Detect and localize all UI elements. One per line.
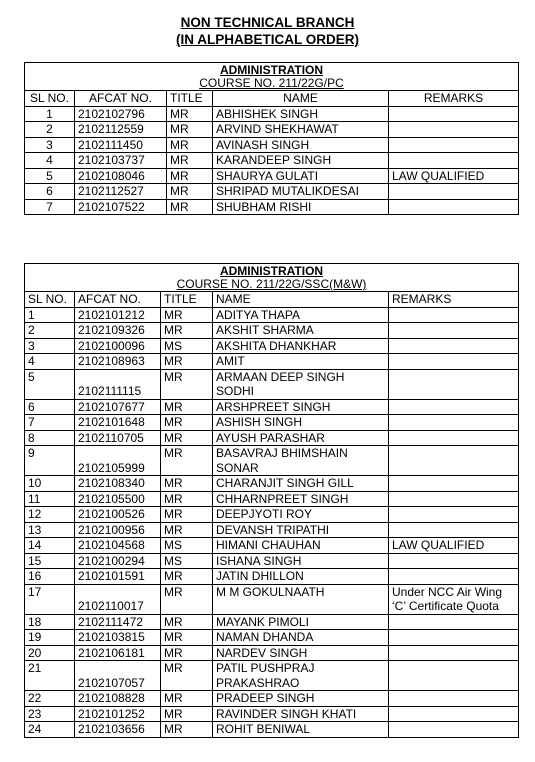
afcat-no-header: AFCAT NO. (75, 292, 161, 308)
title-cell: MS (161, 538, 213, 554)
afcat-no-cell: 2102110705 (75, 430, 161, 446)
name-cell: ABHISHEK SINGH (213, 106, 389, 122)
sl-no-cell: 11 (25, 491, 75, 507)
remarks-cell (389, 614, 519, 630)
table-row (25, 199, 519, 215)
title-cell: MS (161, 553, 213, 569)
table-row (25, 507, 519, 523)
table-header-row (25, 292, 519, 308)
sl-no-cell: 17 (25, 584, 75, 614)
sl-no-cell: 5 (25, 168, 75, 184)
course-number: COURSE NO. 211/22G/PC (199, 76, 344, 90)
table-row (25, 614, 519, 630)
table-row (25, 691, 519, 707)
title-cell: MR (161, 661, 213, 691)
order-subheading: (IN ALPHABETICAL ORDER) (176, 32, 359, 47)
table-body (25, 307, 519, 737)
title-cell: MR (161, 446, 213, 476)
name-cell: DEVANSH TRIPATHI (213, 522, 389, 538)
name-cell: CHARANJIT SINGH GILL (213, 476, 389, 492)
name-cell: ROHIT BENIWAL (213, 722, 389, 738)
branch-title: ADMINISTRATION (219, 264, 324, 278)
name-cell: KARANDEEP SINGH (213, 153, 389, 169)
afcat-no-cell: 2102107057 (75, 661, 161, 691)
remarks-cell: LAW QUALIFIED (389, 538, 519, 554)
remarks-cell (389, 323, 519, 339)
sl-no-cell: 6 (25, 184, 75, 200)
afcat-no-cell: 2102106181 (75, 645, 161, 661)
remarks-cell (389, 476, 519, 492)
remarks-cell (389, 199, 519, 215)
afcat-no-cell: 2102101591 (75, 569, 161, 585)
table-row (25, 168, 519, 184)
name-cell: AYUSH PARASHAR (213, 430, 389, 446)
title-cell: MR (161, 722, 213, 738)
name-header: NAME (213, 91, 389, 107)
afcat-no-cell: 2102103737 (75, 153, 167, 169)
afcat-no-cell: 2102107522 (75, 199, 167, 215)
title-cell: MR (161, 369, 213, 399)
remarks-cell (389, 430, 519, 446)
title-cell: MR (167, 153, 213, 169)
name-cell: ARVIND SHEKHAWAT (213, 122, 389, 138)
remarks-cell (389, 106, 519, 122)
table-row (25, 307, 519, 323)
afcat-no-cell: 2102112527 (75, 184, 167, 200)
remarks-cell (389, 645, 519, 661)
branch-title: ADMINISTRATION (219, 63, 324, 77)
title-cell: MR (167, 168, 213, 184)
afcat-no-cell: 2102108340 (75, 476, 161, 492)
title-cell: MR (161, 706, 213, 722)
table-row (25, 430, 519, 446)
title-header: TITLE (161, 292, 213, 308)
remarks-cell (389, 706, 519, 722)
afcat-no-cell: 2102109326 (75, 323, 161, 339)
title-cell: MR (161, 476, 213, 492)
sl-no-cell: 4 (25, 354, 75, 370)
name-cell: HIMANI CHAUHAN (213, 538, 389, 554)
title-cell: MR (161, 399, 213, 415)
afcat-no-cell: 2102102796 (75, 106, 167, 122)
remarks-cell (389, 446, 519, 476)
sl-no-cell: 7 (25, 199, 75, 215)
table-row (25, 446, 519, 476)
branch-heading: NON TECHNICAL BRANCH (180, 15, 355, 30)
sl-no-cell: 2 (25, 323, 75, 339)
remarks-cell (389, 338, 519, 354)
title-cell: MR (161, 430, 213, 446)
afcat-no-cell: 2102100096 (75, 338, 161, 354)
remarks-header: REMARKS (389, 292, 519, 308)
table-row (25, 354, 519, 370)
remarks-cell (389, 153, 519, 169)
afcat-no-cell: 2102101212 (75, 307, 161, 323)
remarks-cell (389, 491, 519, 507)
title-cell: MR (161, 630, 213, 646)
name-cell: ASHISH SINGH (213, 415, 389, 431)
sl-no-cell: 18 (25, 614, 75, 630)
remarks-cell (389, 399, 519, 415)
afcat-no-cell: 2102108963 (75, 354, 161, 370)
sl-no-cell: 3 (25, 137, 75, 153)
sl-no-cell: 19 (25, 630, 75, 646)
remarks-cell (389, 137, 519, 153)
afcat-no-cell: 2102111472 (75, 614, 161, 630)
title-cell: MR (161, 584, 213, 614)
name-cell: BASAVRAJ BHIMSHAIN SONAR (213, 446, 389, 476)
table-row (25, 553, 519, 569)
title-cell: MR (167, 199, 213, 215)
name-cell: CHHARNPREET SINGH (213, 491, 389, 507)
remarks-cell (389, 354, 519, 370)
afcat-no-cell: 2102101648 (75, 415, 161, 431)
remarks-cell (389, 369, 519, 399)
table-row (25, 415, 519, 431)
afcat-no-cell: 2102107677 (75, 399, 161, 415)
remarks-cell: Under NCC Air Wing ‘C’ Certificate Quota (389, 584, 519, 614)
title-cell: MR (161, 614, 213, 630)
table-row (25, 122, 519, 138)
sl-no-cell: 24 (25, 722, 75, 738)
name-cell: JATIN DHILLON (213, 569, 389, 585)
name-cell: SHUBHAM RISHI (213, 199, 389, 215)
name-cell: DEEPJYOTI ROY (213, 507, 389, 523)
afcat-no-cell: 2102103656 (75, 722, 161, 738)
title-cell: MR (161, 569, 213, 585)
table-caption-row (25, 63, 519, 91)
title-cell: MR (167, 184, 213, 200)
table-row (25, 722, 519, 738)
name-cell: PATIL PUSHPRAJ PRAKASHRAO (213, 661, 389, 691)
afcat-no-cell: 2102100956 (75, 522, 161, 538)
title-cell: MR (161, 645, 213, 661)
name-cell: SHAURYA GULATI (213, 168, 389, 184)
remarks-cell (389, 661, 519, 691)
remarks-cell (389, 691, 519, 707)
table-row (25, 522, 519, 538)
title-cell: MR (161, 491, 213, 507)
afcat-no-cell: 2102104568 (75, 538, 161, 554)
table-caption (25, 264, 519, 292)
sl-no-cell: 22 (25, 691, 75, 707)
name-cell: PRADEEP SINGH (213, 691, 389, 707)
remarks-cell (389, 522, 519, 538)
afcat-no-cell: 2102108046 (75, 168, 167, 184)
table-row (25, 153, 519, 169)
title-cell: MR (161, 507, 213, 523)
title-cell: MR (161, 522, 213, 538)
ssc-course-table (24, 263, 519, 738)
name-cell: ARSHPREET SINGH (213, 399, 389, 415)
sl-no-cell: 12 (25, 507, 75, 523)
table-row (25, 538, 519, 554)
table-row (25, 338, 519, 354)
remarks-cell (389, 307, 519, 323)
sl-no-cell: 5 (25, 369, 75, 399)
sl-no-cell: 14 (25, 538, 75, 554)
table-row (25, 569, 519, 585)
name-cell: AVINASH SINGH (213, 137, 389, 153)
title-cell: MR (161, 323, 213, 339)
name-cell: NAMAN DHANDA (213, 630, 389, 646)
sl-no-cell: 23 (25, 706, 75, 722)
title-cell: MR (167, 106, 213, 122)
title-cell: MS (161, 338, 213, 354)
afcat-no-cell: 2102108828 (75, 691, 161, 707)
table-row (25, 476, 519, 492)
remarks-cell: LAW QUALIFIED (389, 168, 519, 184)
name-cell: SHRIPAD MUTALIKDESAI (213, 184, 389, 200)
title-cell: MR (167, 122, 213, 138)
remarks-cell (389, 122, 519, 138)
table-row (25, 491, 519, 507)
name-cell: ADITYA THAPA (213, 307, 389, 323)
afcat-no-cell: 2102100294 (75, 553, 161, 569)
name-cell: MAYANK PIMOLI (213, 614, 389, 630)
table-row (25, 323, 519, 339)
afcat-no-cell: 2102105999 (75, 446, 161, 476)
remarks-cell (389, 569, 519, 585)
table-row (25, 399, 519, 415)
name-cell: RAVINDER SINGH KHATI (213, 706, 389, 722)
sl-no-cell: 7 (25, 415, 75, 431)
afcat-no-cell: 2102112559 (75, 122, 167, 138)
sl-no-cell: 10 (25, 476, 75, 492)
table-row (25, 630, 519, 646)
remarks-cell (389, 722, 519, 738)
title-cell: MR (167, 137, 213, 153)
remarks-cell (389, 507, 519, 523)
afcat-no-cell: 2102111450 (75, 137, 167, 153)
afcat-no-cell: 2102103815 (75, 630, 161, 646)
afcat-no-cell: 2102111115 (75, 369, 161, 399)
pc-course-table (24, 62, 519, 215)
table-row (25, 706, 519, 722)
title-cell: MR (161, 415, 213, 431)
remarks-cell (389, 630, 519, 646)
name-cell: AMIT (213, 354, 389, 370)
sl-no-cell: 4 (25, 153, 75, 169)
sl-no-cell: 9 (25, 446, 75, 476)
sl-no-header: SL NO. (25, 292, 75, 308)
sl-no-cell: 15 (25, 553, 75, 569)
sl-no-header: SL NO. (25, 91, 75, 107)
table-row (25, 661, 519, 691)
name-cell: M M GOKULNAATH (213, 584, 389, 614)
sl-no-cell: 1 (25, 307, 75, 323)
title-header: TITLE (167, 91, 213, 107)
afcat-no-cell: 2102100526 (75, 507, 161, 523)
sl-no-cell: 1 (25, 106, 75, 122)
name-cell: AKSHITA DHANKHAR (213, 338, 389, 354)
title-cell: MR (161, 307, 213, 323)
afcat-no-cell: 2102101252 (75, 706, 161, 722)
table-body (25, 106, 519, 215)
table-caption-row (25, 264, 519, 292)
name-cell: AKSHIT SHARMA (213, 323, 389, 339)
title-cell: MR (161, 691, 213, 707)
sl-no-cell: 2 (25, 122, 75, 138)
name-header: NAME (213, 292, 389, 308)
table-row (25, 106, 519, 122)
name-cell: ARMAAN DEEP SINGH SODHI (213, 369, 389, 399)
table-row (25, 645, 519, 661)
table-header-row (25, 91, 519, 107)
sl-no-cell: 16 (25, 569, 75, 585)
afcat-no-cell: 2102110017 (75, 584, 161, 614)
sl-no-cell: 8 (25, 430, 75, 446)
title-cell: MR (161, 354, 213, 370)
sl-no-cell: 20 (25, 645, 75, 661)
table-row (25, 184, 519, 200)
sl-no-cell: 21 (25, 661, 75, 691)
table-row (25, 369, 519, 399)
afcat-no-cell: 2102105500 (75, 491, 161, 507)
sl-no-cell: 6 (25, 399, 75, 415)
name-cell: NARDEV SINGH (213, 645, 389, 661)
remarks-cell (389, 553, 519, 569)
course-number: COURSE NO. 211/22G/SSC(M&W) (176, 277, 367, 291)
table-row (25, 137, 519, 153)
remarks-cell (389, 415, 519, 431)
sl-no-cell: 3 (25, 338, 75, 354)
name-cell: ISHANA SINGH (213, 553, 389, 569)
sl-no-cell: 13 (25, 522, 75, 538)
table-caption (25, 63, 519, 91)
remarks-cell (389, 184, 519, 200)
remarks-header: REMARKS (389, 91, 519, 107)
afcat-no-header: AFCAT NO. (75, 91, 167, 107)
table-row (25, 584, 519, 614)
